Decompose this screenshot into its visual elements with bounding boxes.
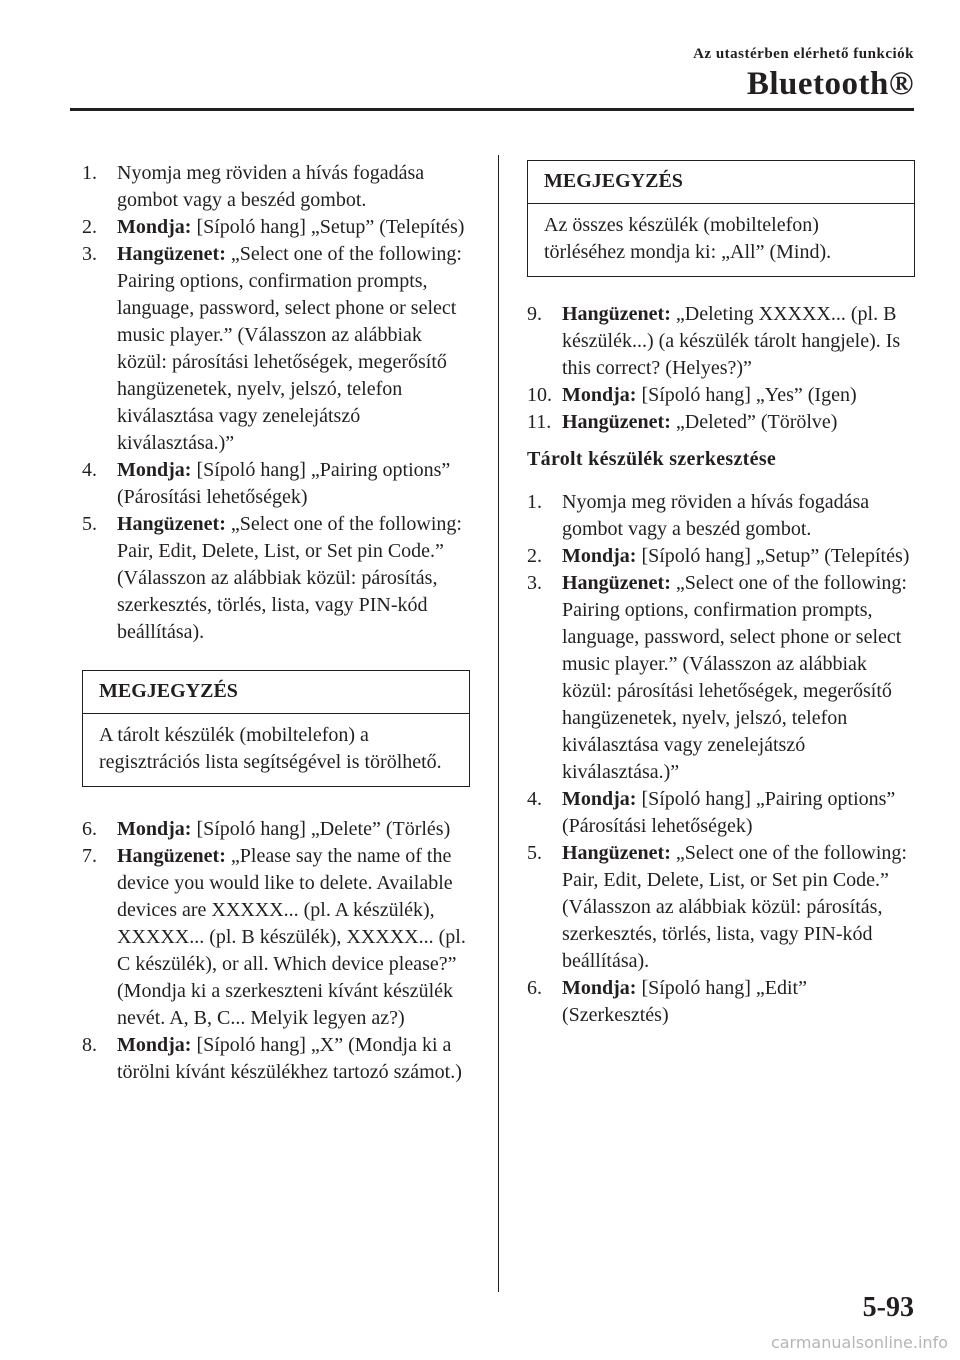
step-text: [Sípoló hang] „Setup” (Telepítés) (641, 545, 910, 567)
step-text: [Sípoló hang] „Pairing options” (Párosítási lehetőségek) (117, 459, 451, 508)
step-text: „Select one of the following: Pairing options, confirmation prompts, language, password, select phone or select music player.” (Válasszon az alábbiak közül: párosítási lehetőségek, megerősítő hangüzenetek, nyelv, jelszó, telefon kiválasztása vagy zenelejátszó kiválasztása.)” (117, 243, 462, 454)
list-item (527, 301, 915, 382)
column-divider (498, 155, 499, 1292)
step-number: 11. (527, 411, 552, 433)
step-number: 1. (527, 491, 542, 513)
step-text: „Deleted” (Törölve) (675, 411, 838, 433)
list-item (527, 543, 915, 570)
step-number: 1. (82, 162, 97, 184)
note-box (527, 160, 915, 277)
step-label: Mondja: (117, 216, 192, 238)
step-number: 5. (82, 513, 97, 535)
step-text: [Sípoló hang] „Edit” (Szerkesztés) (562, 977, 807, 1026)
step-label: Hangüzenet: (562, 411, 671, 433)
list-item (527, 382, 915, 409)
list-item (527, 840, 915, 975)
note-title: MEGJEGYZÉS (83, 671, 469, 714)
step-text: „Please say the name of the device you would like to delete. Available devices are XXXXX... (pl. A készülék), XXXXX... (pl. B készülék), XXXXX... (pl. C készülék), or all. Which device please?” (Mondja ki a szerkeszteni kívánt készülék nevét. A, B, C... Melyik legyen az?) (117, 845, 466, 1029)
list-item (527, 786, 915, 840)
list-item (527, 570, 915, 786)
list-item (527, 409, 915, 436)
watermark: carmanualsonline.info (770, 1333, 948, 1352)
step-label: Hangüzenet: (562, 303, 671, 325)
step-label: Mondja: (117, 818, 192, 840)
step-text: [Sípoló hang] „Yes” (Igen) (641, 384, 857, 406)
step-list (82, 816, 470, 1086)
step-number: 10. (527, 384, 552, 406)
step-number: 9. (527, 303, 542, 325)
step-label: Mondja: (562, 788, 637, 810)
list-item (82, 1032, 470, 1086)
step-number: 3. (527, 572, 542, 594)
step-number: 5. (527, 842, 542, 864)
list-item (82, 843, 470, 1032)
list-item (527, 975, 915, 1029)
step-number: 6. (527, 977, 542, 999)
step-label: Hangüzenet: (562, 572, 671, 594)
list-item (82, 816, 470, 843)
note-body: A tárolt készülék (mobiltelefon) a regisztrációs lista segítségével is törölhető. (99, 724, 442, 773)
header-divider (70, 108, 914, 111)
list-item (82, 511, 470, 646)
step-text: [Sípoló hang] „Pairing options” (Párosítási lehetőségek) (562, 788, 896, 837)
step-text: Nyomja meg röviden a hívás fogadása gombot vagy a beszéd gombot. (562, 491, 870, 540)
list-item (82, 457, 470, 511)
left-column (82, 160, 470, 1086)
list-item (82, 241, 470, 457)
section-heading: Tárolt készülék szerkesztése (527, 448, 777, 470)
list-item (82, 160, 470, 214)
step-number: 7. (82, 845, 97, 867)
list-item (527, 489, 915, 543)
note-box (82, 670, 470, 787)
note-title: MEGJEGYZÉS (528, 161, 914, 204)
page-number: 5-93 (862, 1292, 914, 1323)
step-list (82, 160, 470, 646)
page-title: Bluetooth® (746, 66, 914, 102)
step-text: [Sípoló hang] „X” (Mondja ki a törölni kívánt készülékhez tartozó számot.) (117, 1034, 462, 1083)
step-label: Mondja: (562, 545, 637, 567)
step-number: 4. (527, 788, 542, 810)
step-label: Mondja: (117, 459, 192, 481)
step-label: Mondja: (117, 1034, 192, 1056)
step-number: 8. (82, 1034, 97, 1056)
step-label: Hangüzenet: (117, 513, 226, 535)
step-number: 6. (82, 818, 97, 840)
list-item (82, 214, 470, 241)
step-list (527, 489, 915, 1029)
step-label: Hangüzenet: (562, 842, 671, 864)
step-number: 2. (82, 216, 97, 238)
step-text: „Deleting XXXXX... (pl. B készülék...) (a készülék tárolt hangjele). Is this correct? (Helyes?)” (562, 303, 901, 379)
step-label: Mondja: (562, 977, 637, 999)
step-list (527, 301, 915, 436)
step-label: Mondja: (562, 384, 637, 406)
step-text: „Select one of the following: Pair, Edit, Delete, List, or Set pin Code.” (Válasszon az alábbiak közül: párosítás, szerkesztés, törlés, lista, vagy PIN-kód beállítása). (117, 513, 462, 643)
step-text: „Select one of the following: Pairing options, confirmation prompts, language, password, select phone or select music player.” (Válasszon az alábbiak közül: párosítási lehetőségek, megerősítő hangüzenetek, nyelv, jelszó, telefon kiválasztása vagy zenelejátszó kiválasztása.)” (562, 572, 907, 783)
section-subtitle: Az utastérben elérhető funkciók (693, 46, 914, 62)
step-text: [Sípoló hang] „Delete” (Törlés) (196, 818, 451, 840)
note-body: Az összes készülék (mobiltelefon) törléséhez mondja ki: „All” (Mind). (544, 214, 832, 263)
step-text: [Sípoló hang] „Setup” (Telepítés) (196, 216, 465, 238)
step-number: 3. (82, 243, 97, 265)
step-number: 2. (527, 545, 542, 567)
step-label: Hangüzenet: (117, 243, 226, 265)
step-text: „Select one of the following: Pair, Edit, Delete, List, or Set pin Code.” (Válasszon az alábbiak közül: párosítás, szerkesztés, törlés, lista, vagy PIN-kód beállítása). (562, 842, 907, 972)
right-column (527, 160, 915, 1029)
step-number: 4. (82, 459, 97, 481)
step-label: Hangüzenet: (117, 845, 226, 867)
step-text: Nyomja meg röviden a hívás fogadása gombot vagy a beszéd gombot. (117, 162, 425, 211)
